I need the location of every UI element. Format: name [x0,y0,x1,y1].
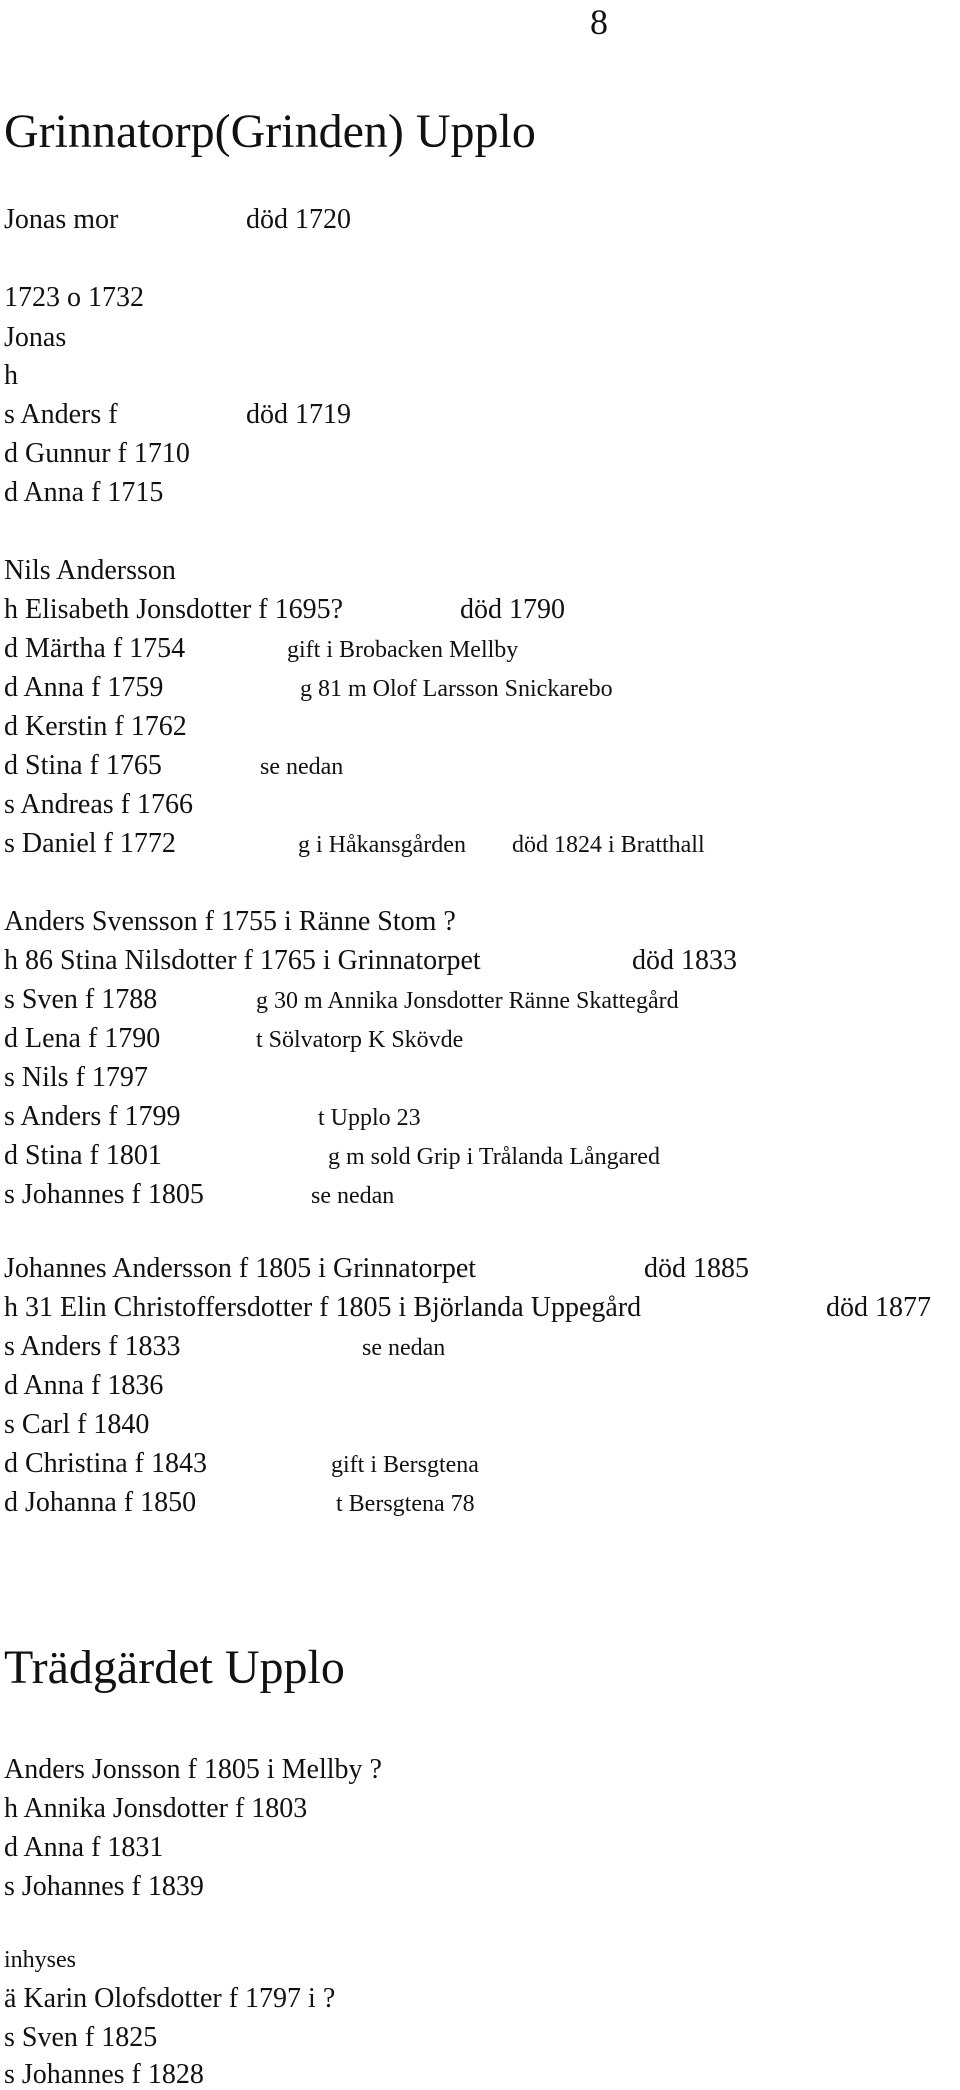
text-line: s Johannes f 1839 [4,1871,204,1902]
text-line: död 1720 [246,204,351,235]
text-line: g 81 m Olof Larsson Snickarebo [300,676,613,702]
page-number: 8 [590,2,608,42]
text-line: g i Håkansgården [298,832,466,858]
text-line: d Kerstin f 1762 [4,711,187,742]
text-line: d Märtha f 1754 [4,633,186,664]
text-line: s Johannes f 1828 [4,2059,204,2090]
text-line: d Gunnur f 1710 [4,438,190,469]
text-line: s Nils f 1797 [4,1062,148,1093]
text-line: s Johannes f 1805 [4,1179,204,1210]
text-line: d Johanna f 1850 [4,1487,197,1518]
text-line: h Elisabeth Jonsdotter f 1695? [4,594,344,625]
section-heading: Grinnatorp(Grinden) Upplo [4,105,536,158]
text-line: 1723 o 1732 [4,282,144,313]
text-line: h 31 Elin Christoffersdotter f 1805 i Björlanda Uppegård [4,1292,642,1323]
section-heading: Trädgärdet Upplo [4,1641,345,1694]
text-line: död 1719 [246,399,351,430]
text-line: d Christina f 1843 [4,1448,207,1479]
text-line: gift i Bersgtena [331,1452,479,1478]
text-line: h Annika Jonsdotter f 1803 [4,1793,308,1824]
text-line: inhyses [4,1947,76,1973]
text-line: död 1824 i Bratthall [512,832,705,858]
text-line: gift i Brobacken Mellby [287,637,519,663]
text-line: Nils Andersson [4,555,176,586]
text-line: Anders Jonsson f 1805 i Mellby ? [4,1754,382,1785]
text-line: se nedan [311,1183,395,1209]
text-line: d Anna f 1715 [4,477,164,508]
text-line: s Carl f 1840 [4,1409,150,1440]
text-line: s Sven f 1825 [4,2022,158,2053]
text-line: d Anna f 1759 [4,672,164,703]
text-line: s Anders f 1833 [4,1331,181,1362]
text-line: Jonas [4,322,67,353]
text-line: h [4,360,18,391]
text-line: s Daniel f 1772 [4,828,176,859]
text-line: s Sven f 1788 [4,984,158,1015]
text-line: g m sold Grip i Trålanda Långared [328,1144,660,1170]
text-line: d Lena f 1790 [4,1023,161,1054]
text-line: se nedan [260,754,344,780]
text-line: h 86 Stina Nilsdotter f 1765 i Grinnatorpet [4,945,481,976]
text-line: se nedan [362,1335,446,1361]
text-line: d Anna f 1836 [4,1370,164,1401]
text-line: g 30 m Annika Jonsdotter Ränne Skattegård [256,988,679,1014]
text-line: s Andreas f 1766 [4,789,193,820]
text-line: t Upplo 23 [318,1105,421,1131]
text-line: ä Karin Olofsdotter f 1797 i ? [4,1983,336,2014]
text-line: s Anders f 1799 [4,1101,181,1132]
text-line: död 1885 [644,1253,749,1284]
text-line: död 1790 [460,594,565,625]
text-line: död 1877 [826,1292,931,1323]
text-line: Johannes Andersson f 1805 i Grinnatorpet [4,1253,477,1284]
text-line: Anders Svensson f 1755 i Ränne Stom ? [4,906,456,937]
text-line: s Anders f [4,399,118,430]
text-line: död 1833 [632,945,737,976]
text-line: t Bersgtena 78 [336,1491,475,1517]
text-line: d Anna f 1831 [4,1832,164,1863]
text-line: Jonas mor [4,204,119,235]
text-line: d Stina f 1765 [4,750,162,781]
text-line: d Stina f 1801 [4,1140,162,1171]
text-line: t Sölvatorp K Skövde [256,1027,464,1053]
